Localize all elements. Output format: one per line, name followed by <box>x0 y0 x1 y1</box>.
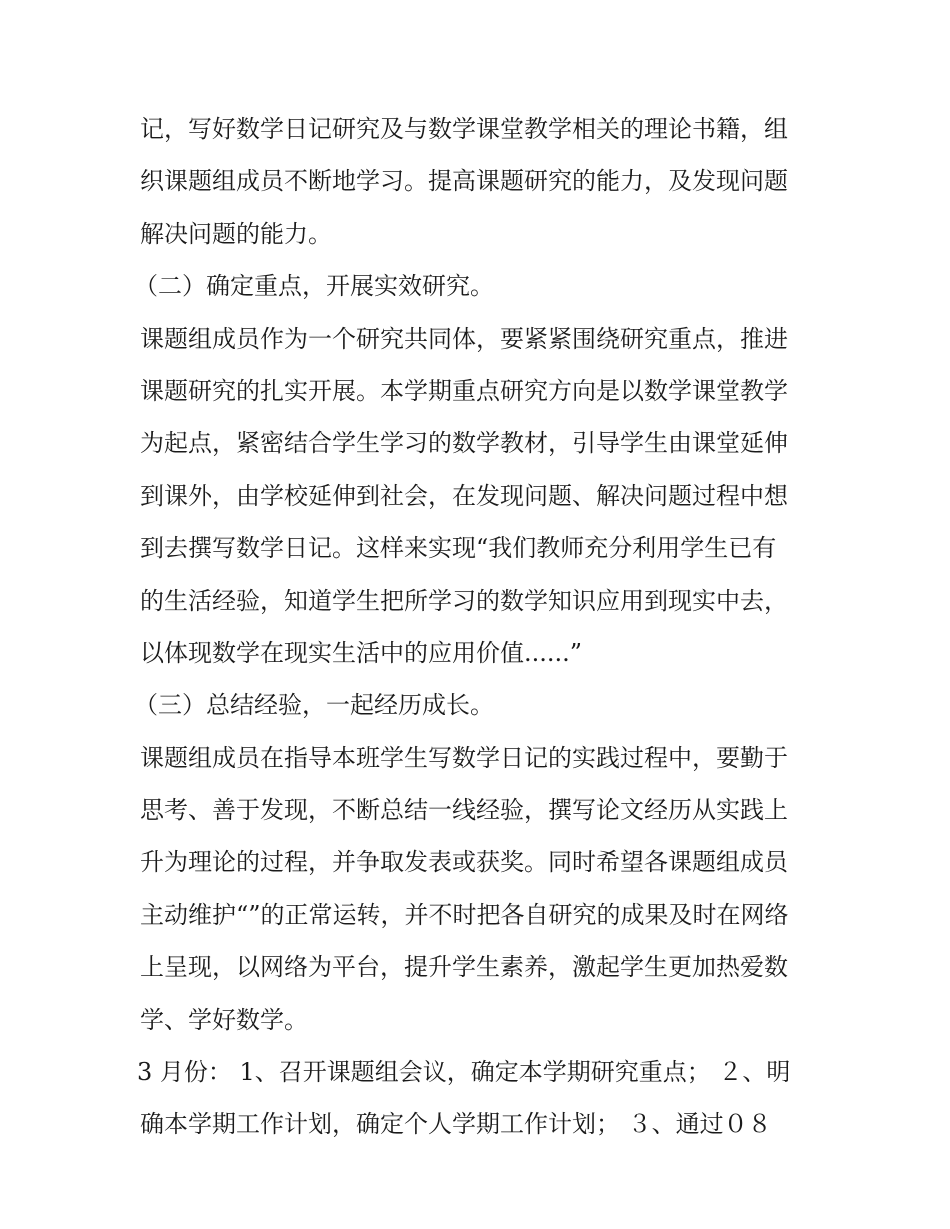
document-body <box>134 103 820 1151</box>
section-heading-2: （二）确定重点，开展实效研究。 <box>134 272 494 301</box>
month-plan-line-1: 3 月份： 1、召开课题组会议，确定本学期研究重点； ２、明 <box>137 1058 791 1087</box>
text-line-15: 升为理论的过程，并争取发表或获奖。同时希望各课题组成员 <box>140 848 788 877</box>
text-line-7: 为起点，紧密结合学生学习的数学教材，引导学生由课堂延伸 <box>140 429 788 458</box>
text-line-3: 解决问题的能力。 <box>140 219 332 248</box>
text-line-14: 思考、善于发现，不断总结一线经验，撰写论文经历从实践上 <box>140 796 788 825</box>
text-line-10: 的生活经验，知道学生把所学习的数学知识应用到现实中去， <box>140 586 788 615</box>
text-line-18: 学、学好数学。 <box>140 1005 308 1034</box>
text-line-5: 课题组成员作为一个研究共同体，要紧紧围绕研究重点，推进 <box>140 324 788 353</box>
text-line-2: 织课题组成员不断地学习。提高课题研究的能力，及发现问题 <box>140 167 788 196</box>
text-line-17: 上呈现，以网络为平台，提升学生素养，激起学生更加热爱数 <box>140 953 788 982</box>
text-line-8: 到课外，由学校延伸到社会，在发现问题、解决问题过程中想 <box>140 481 788 510</box>
text-line-13: 课题组成员在指导本班学生写数学日记的实践过程中，要勤于 <box>140 743 788 772</box>
text-line-9: 到去撰写数学日记。这样来实现“我们教师充分利用学生已有 <box>140 534 777 563</box>
text-line-1: 记，写好数学日记研究及与数学课堂教学相关的理论书籍，组 <box>140 115 788 143</box>
text-line-6: 课题研究的扎实开展。本学期重点研究方向是以数学课堂教学 <box>140 376 788 405</box>
month-plan-line-2: 确本学期工作计划，确定个人学期工作计划； ３、通过０８ <box>140 1110 772 1139</box>
section-heading-3: （三）总结经验，一起经历成长。 <box>134 691 494 720</box>
text-line-11: 以体现数学在现实生活中的应用价值......” <box>140 638 583 667</box>
text-line-16: 主动维护“”的正常运转，并不时把各自研究的成果及时在网络 <box>140 900 789 929</box>
